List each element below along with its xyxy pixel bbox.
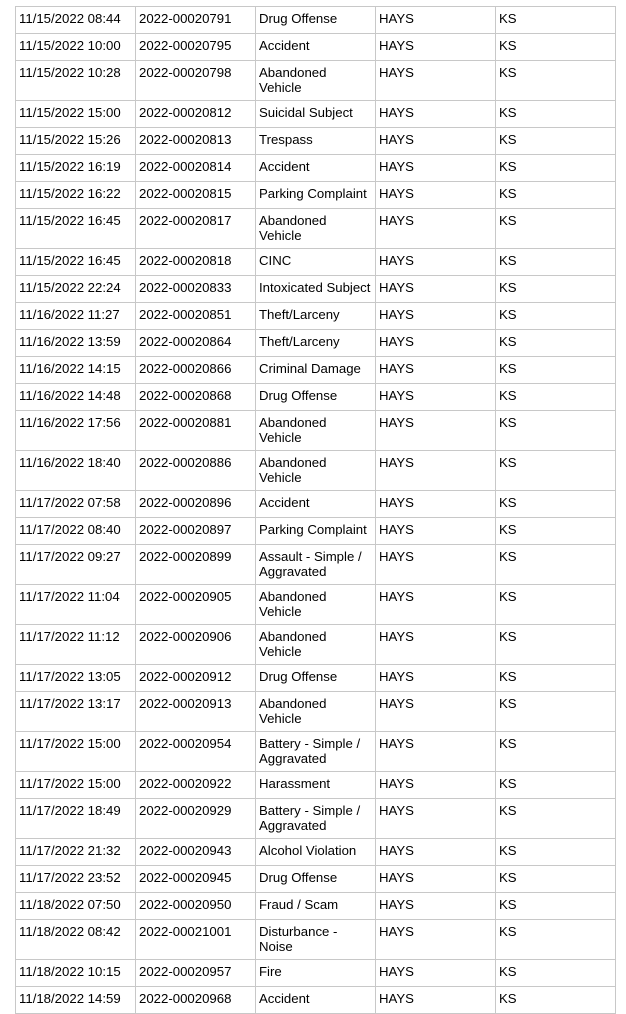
table-row: [16, 866, 616, 893]
incident-city-cell: HAYS: [376, 61, 496, 101]
table-row: [16, 987, 616, 1014]
incident-number-cell: 2022-00020922: [136, 772, 256, 799]
incident-number-cell: 2022-00020913: [136, 692, 256, 732]
incident-state-cell: KS: [496, 330, 616, 357]
table-row: [16, 585, 616, 625]
incident-city-cell: HAYS: [376, 155, 496, 182]
table-row: [16, 249, 616, 276]
incident-type-cell: Assault - Simple / Aggravated: [256, 545, 376, 585]
incident-number-cell: 2022-00020897: [136, 518, 256, 545]
table-row: [16, 128, 616, 155]
incident-number-cell: 2022-00020954: [136, 732, 256, 772]
incident-number-cell: 2022-00020815: [136, 182, 256, 209]
incident-number-cell: 2022-00020814: [136, 155, 256, 182]
incident-date-cell: 11/15/2022 10:00: [16, 34, 136, 61]
table-row: [16, 276, 616, 303]
incident-city-cell: HAYS: [376, 491, 496, 518]
incident-city-cell: HAYS: [376, 209, 496, 249]
incident-date-cell: 11/17/2022 07:58: [16, 491, 136, 518]
incident-city-cell: HAYS: [376, 772, 496, 799]
incident-type-cell: Drug Offense: [256, 866, 376, 893]
table-row: [16, 411, 616, 451]
incident-city-cell: HAYS: [376, 303, 496, 330]
incident-number-cell: 2022-00020906: [136, 625, 256, 665]
incident-city-cell: HAYS: [376, 384, 496, 411]
incident-date-cell: 11/15/2022 22:24: [16, 276, 136, 303]
incident-state-cell: KS: [496, 960, 616, 987]
incident-date-cell: 11/17/2022 13:17: [16, 692, 136, 732]
incident-state-cell: KS: [496, 182, 616, 209]
table-row: [16, 545, 616, 585]
incident-type-cell: Fire: [256, 960, 376, 987]
incident-date-cell: 11/16/2022 11:27: [16, 303, 136, 330]
incident-state-cell: KS: [496, 665, 616, 692]
incident-number-cell: 2022-00020950: [136, 893, 256, 920]
incident-date-cell: 11/17/2022 09:27: [16, 545, 136, 585]
incident-city-cell: HAYS: [376, 411, 496, 451]
table-row: [16, 34, 616, 61]
incident-city-cell: HAYS: [376, 545, 496, 585]
incident-type-cell: Accident: [256, 987, 376, 1014]
incident-city-cell: HAYS: [376, 7, 496, 34]
incident-type-cell: Criminal Damage: [256, 357, 376, 384]
incident-state-cell: KS: [496, 866, 616, 893]
incident-date-cell: 11/15/2022 10:28: [16, 61, 136, 101]
incident-number-cell: 2022-00020912: [136, 665, 256, 692]
table-row: [16, 61, 616, 101]
incident-number-cell: 2022-00020896: [136, 491, 256, 518]
incident-log-table: [15, 6, 616, 1014]
incident-state-cell: KS: [496, 692, 616, 732]
table-row: [16, 518, 616, 545]
incident-date-cell: 11/16/2022 18:40: [16, 451, 136, 491]
incident-date-cell: 11/17/2022 13:05: [16, 665, 136, 692]
incident-date-cell: 11/18/2022 07:50: [16, 893, 136, 920]
incident-city-cell: HAYS: [376, 276, 496, 303]
incident-log-body: [16, 7, 616, 1014]
incident-number-cell: 2022-00020866: [136, 357, 256, 384]
incident-state-cell: KS: [496, 987, 616, 1014]
table-row: [16, 357, 616, 384]
incident-number-cell: 2022-00020864: [136, 330, 256, 357]
incident-number-cell: 2022-00020818: [136, 249, 256, 276]
incident-city-cell: HAYS: [376, 34, 496, 61]
incident-type-cell: Intoxicated Subject: [256, 276, 376, 303]
incident-city-cell: HAYS: [376, 866, 496, 893]
table-row: [16, 799, 616, 839]
incident-number-cell: 2022-00020813: [136, 128, 256, 155]
incident-city-cell: HAYS: [376, 987, 496, 1014]
incident-date-cell: 11/16/2022 14:15: [16, 357, 136, 384]
incident-date-cell: 11/17/2022 08:40: [16, 518, 136, 545]
incident-number-cell: 2022-00020905: [136, 585, 256, 625]
incident-city-cell: HAYS: [376, 451, 496, 491]
incident-type-cell: Abandoned Vehicle: [256, 451, 376, 491]
table-row: [16, 732, 616, 772]
incident-number-cell: 2022-00020968: [136, 987, 256, 1014]
incident-state-cell: KS: [496, 384, 616, 411]
table-row: [16, 839, 616, 866]
incident-date-cell: 11/18/2022 14:59: [16, 987, 136, 1014]
incident-type-cell: Parking Complaint: [256, 518, 376, 545]
incident-type-cell: Accident: [256, 491, 376, 518]
incident-city-cell: HAYS: [376, 799, 496, 839]
incident-number-cell: 2022-00020899: [136, 545, 256, 585]
incident-state-cell: KS: [496, 625, 616, 665]
incident-type-cell: Disturbance - Noise: [256, 920, 376, 960]
incident-number-cell: 2022-00020881: [136, 411, 256, 451]
incident-date-cell: 11/18/2022 10:15: [16, 960, 136, 987]
incident-date-cell: 11/17/2022 18:49: [16, 799, 136, 839]
incident-type-cell: Trespass: [256, 128, 376, 155]
incident-state-cell: KS: [496, 411, 616, 451]
incident-state-cell: KS: [496, 732, 616, 772]
incident-type-cell: Abandoned Vehicle: [256, 692, 376, 732]
incident-date-cell: 11/15/2022 15:26: [16, 128, 136, 155]
incident-type-cell: Accident: [256, 155, 376, 182]
incident-city-cell: HAYS: [376, 960, 496, 987]
incident-type-cell: Alcohol Violation: [256, 839, 376, 866]
table-row: [16, 7, 616, 34]
incident-type-cell: Battery - Simple / Aggravated: [256, 732, 376, 772]
incident-date-cell: 11/17/2022 15:00: [16, 732, 136, 772]
incident-state-cell: KS: [496, 209, 616, 249]
incident-type-cell: Theft/Larceny: [256, 330, 376, 357]
incident-date-cell: 11/15/2022 08:44: [16, 7, 136, 34]
incident-state-cell: KS: [496, 518, 616, 545]
incident-number-cell: 2022-00020851: [136, 303, 256, 330]
incident-state-cell: KS: [496, 893, 616, 920]
table-row: [16, 209, 616, 249]
incident-city-cell: HAYS: [376, 732, 496, 772]
table-row: [16, 920, 616, 960]
incident-type-cell: Theft/Larceny: [256, 303, 376, 330]
incident-date-cell: 11/17/2022 21:32: [16, 839, 136, 866]
table-row: [16, 451, 616, 491]
incident-number-cell: 2022-00020929: [136, 799, 256, 839]
incident-state-cell: KS: [496, 585, 616, 625]
incident-city-cell: HAYS: [376, 249, 496, 276]
incident-number-cell: 2022-00020833: [136, 276, 256, 303]
incident-date-cell: 11/15/2022 16:45: [16, 209, 136, 249]
incident-type-cell: Harassment: [256, 772, 376, 799]
table-row: [16, 155, 616, 182]
incident-city-cell: HAYS: [376, 692, 496, 732]
incident-type-cell: Drug Offense: [256, 665, 376, 692]
incident-type-cell: CINC: [256, 249, 376, 276]
incident-date-cell: 11/16/2022 13:59: [16, 330, 136, 357]
incident-date-cell: 11/16/2022 14:48: [16, 384, 136, 411]
incident-type-cell: Drug Offense: [256, 7, 376, 34]
incident-type-cell: Drug Offense: [256, 384, 376, 411]
incident-number-cell: 2022-00020798: [136, 61, 256, 101]
incident-state-cell: KS: [496, 357, 616, 384]
table-row: [16, 625, 616, 665]
incident-city-cell: HAYS: [376, 893, 496, 920]
incident-state-cell: KS: [496, 491, 616, 518]
incident-state-cell: KS: [496, 303, 616, 330]
incident-date-cell: 11/17/2022 15:00: [16, 772, 136, 799]
incident-type-cell: Parking Complaint: [256, 182, 376, 209]
table-row: [16, 491, 616, 518]
incident-date-cell: 11/17/2022 11:12: [16, 625, 136, 665]
incident-type-cell: Battery - Simple / Aggravated: [256, 799, 376, 839]
incident-city-cell: HAYS: [376, 920, 496, 960]
incident-city-cell: HAYS: [376, 518, 496, 545]
incident-state-cell: KS: [496, 839, 616, 866]
table-row: [16, 960, 616, 987]
incident-state-cell: KS: [496, 545, 616, 585]
incident-state-cell: KS: [496, 276, 616, 303]
incident-type-cell: Abandoned Vehicle: [256, 209, 376, 249]
incident-date-cell: 11/15/2022 16:19: [16, 155, 136, 182]
incident-type-cell: Abandoned Vehicle: [256, 585, 376, 625]
table-row: [16, 101, 616, 128]
incident-state-cell: KS: [496, 249, 616, 276]
incident-number-cell: 2022-00021001: [136, 920, 256, 960]
incident-city-cell: HAYS: [376, 839, 496, 866]
incident-type-cell: Abandoned Vehicle: [256, 625, 376, 665]
incident-state-cell: KS: [496, 799, 616, 839]
incident-date-cell: 11/16/2022 17:56: [16, 411, 136, 451]
incident-date-cell: 11/18/2022 08:42: [16, 920, 136, 960]
incident-type-cell: Accident: [256, 34, 376, 61]
table-row: [16, 182, 616, 209]
incident-number-cell: 2022-00020791: [136, 7, 256, 34]
incident-date-cell: 11/15/2022 16:45: [16, 249, 136, 276]
incident-city-cell: HAYS: [376, 101, 496, 128]
incident-number-cell: 2022-00020943: [136, 839, 256, 866]
incident-number-cell: 2022-00020886: [136, 451, 256, 491]
incident-date-cell: 11/15/2022 15:00: [16, 101, 136, 128]
table-row: [16, 772, 616, 799]
incident-number-cell: 2022-00020817: [136, 209, 256, 249]
incident-state-cell: KS: [496, 101, 616, 128]
incident-state-cell: KS: [496, 155, 616, 182]
incident-date-cell: 11/17/2022 23:52: [16, 866, 136, 893]
incident-number-cell: 2022-00020957: [136, 960, 256, 987]
incident-city-cell: HAYS: [376, 330, 496, 357]
table-row: [16, 303, 616, 330]
incident-state-cell: KS: [496, 920, 616, 960]
table-row: [16, 692, 616, 732]
incident-date-cell: 11/15/2022 16:22: [16, 182, 136, 209]
incident-state-cell: KS: [496, 61, 616, 101]
incident-state-cell: KS: [496, 128, 616, 155]
incident-type-cell: Abandoned Vehicle: [256, 61, 376, 101]
incident-state-cell: KS: [496, 7, 616, 34]
incident-city-cell: HAYS: [376, 182, 496, 209]
table-row: [16, 893, 616, 920]
incident-city-cell: HAYS: [376, 665, 496, 692]
incident-date-cell: 11/17/2022 11:04: [16, 585, 136, 625]
incident-city-cell: HAYS: [376, 625, 496, 665]
incident-type-cell: Fraud / Scam: [256, 893, 376, 920]
incident-state-cell: KS: [496, 451, 616, 491]
incident-state-cell: KS: [496, 34, 616, 61]
incident-city-cell: HAYS: [376, 128, 496, 155]
incident-number-cell: 2022-00020812: [136, 101, 256, 128]
incident-number-cell: 2022-00020945: [136, 866, 256, 893]
table-row: [16, 330, 616, 357]
incident-city-cell: HAYS: [376, 585, 496, 625]
table-row: [16, 384, 616, 411]
incident-number-cell: 2022-00020868: [136, 384, 256, 411]
incident-number-cell: 2022-00020795: [136, 34, 256, 61]
incident-city-cell: HAYS: [376, 357, 496, 384]
table-row: [16, 665, 616, 692]
incident-state-cell: KS: [496, 772, 616, 799]
incident-type-cell: Abandoned Vehicle: [256, 411, 376, 451]
incident-type-cell: Suicidal Subject: [256, 101, 376, 128]
